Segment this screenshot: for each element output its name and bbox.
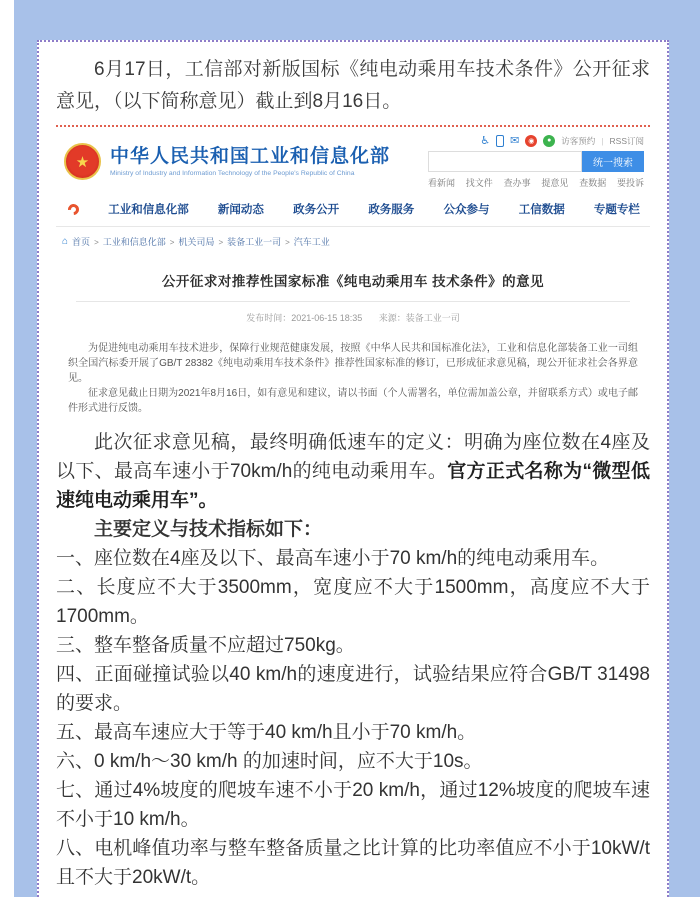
spec-item-3: 三、整车整备质量不应超过750kg。 [56, 635, 355, 656]
definition-paragraph [56, 428, 650, 515]
search-bar [428, 151, 644, 172]
definition-text: 此次征求意见稿，最终明确低速车的定义：明确为座位数在4座及以下、最高车速小于70km/h的纯电动乘用车。 [56, 432, 650, 482]
spec-item-5: 五、最高车速应大于等于40 km/h且小于70 km/h。 [56, 722, 477, 743]
spec-item-2: 二、长度应不大于3500mm，宽度应不大于1500mm，高度应不大于1700mm。 [56, 577, 650, 627]
breadcrumb-separator [170, 237, 175, 247]
publish-time: 发布时间：2021-06-15 18:35 [246, 313, 363, 323]
home-icon: ⌂ [62, 236, 69, 247]
breadcrumb-separator [94, 237, 99, 247]
mobile-icon[interactable] [496, 135, 504, 147]
spec-item-7: 七、通过4%坡度的爬坡车速不小于20 km/h，通过12%坡度的爬坡车速不小于10 km/h。 [56, 780, 650, 830]
article-card [37, 40, 669, 897]
nav-item-news[interactable]: 新闻动态 [217, 204, 264, 216]
search-button[interactable]: 统一搜索 [582, 151, 644, 172]
miit-logo-icon [66, 201, 81, 216]
breadcrumb-departments[interactable]: 机关司局 [178, 237, 215, 247]
ministry-name-en: Ministry of Industry and Information Technology of the People's Republic of China [110, 170, 355, 177]
article-paragraph-2: 征求意见截止日期为2021年8月16日，如有意见和建议，请以书面（个人需署名，单位需加盖公章，并留联系方式）或电子邮件形式进行反馈。 [68, 388, 638, 414]
ministry-logo[interactable] [64, 143, 390, 180]
header-right [428, 134, 644, 189]
summary-content [56, 428, 650, 892]
article-body [68, 341, 638, 416]
quick-link-services[interactable]: 查办事 [503, 178, 531, 188]
search-input[interactable] [428, 151, 582, 172]
quick-link-feedback[interactable]: 提意见 [541, 178, 569, 188]
list-heading: 主要定义与技术指标如下： [94, 519, 323, 540]
mail-icon[interactable]: ✉ [510, 135, 520, 147]
quick-links [428, 176, 644, 189]
article-title: 公开征求对推荐性国家标准《纯电动乘用车 技术条件》的意见 [161, 274, 545, 289]
ministry-name: 中华人民共和国工业和信息化部 [110, 146, 391, 167]
breadcrumb-miit[interactable]: 工业和信息化部 [102, 237, 166, 247]
topbar-links [480, 134, 644, 147]
breadcrumb-separator [218, 237, 223, 247]
official-name-text: 官方正式名称为“微型低速纯电动乘用车”。 [56, 461, 650, 511]
spec-item-6: 六、0 km/h～30 km/h 的加速时间，应不大于10s。 [56, 751, 483, 772]
article-source: 来源：装备工业一司 [378, 313, 460, 323]
spec-item-8: 八、电机峰值功率与整车整备质量之比计算的比功率值应不小于10kW/t且不大于20kW/t。 [56, 838, 650, 888]
topbar-divider: | [601, 135, 604, 146]
site-article [56, 254, 650, 420]
breadcrumb-separator [285, 237, 290, 247]
article-paragraph-1: 为促进纯电动乘用车技术进步，保障行业规范健康发展，按照《中华人民共和国标准化法》，工业和信息化部装备工业一司组织全国汽标委开展了GB/T 28382《纯电动乘用车技术条件》推荐性国家标准的修订，已形成征求意见稿，现公开征求社会各界意见。 [68, 343, 638, 384]
miit-site-screenshot [56, 125, 650, 420]
intro-paragraph: 6月17日，工信部对新版国标《纯电动乘用车技术条件》公开征求意见，（以下简称意见）截止到8月16日。 [56, 59, 650, 112]
nav-item-gov-service[interactable]: 政务服务 [368, 204, 415, 216]
nav-item-topics[interactable]: 专题专栏 [593, 204, 640, 216]
breadcrumb-equipment-bureau[interactable]: 装备工业一司 [227, 237, 282, 247]
quick-link-files[interactable]: 找文件 [465, 178, 493, 188]
breadcrumb [56, 227, 650, 254]
nav-item-data[interactable]: 工信数据 [518, 204, 565, 216]
quick-link-news[interactable]: 看新闻 [428, 178, 456, 188]
spec-item-4: 四、正面碰撞试验以40 km/h的速度进行，试验结果应符合GB/T 31498的要求。 [56, 664, 650, 714]
breadcrumb-home[interactable]: 首页 [72, 237, 91, 247]
quick-link-data[interactable]: 查数据 [579, 178, 607, 188]
spec-item-1: 一、座位数在4座及以下、最高车速小于70 km/h的纯电动乘用车。 [56, 548, 610, 569]
quick-link-complaint[interactable]: 要投诉 [616, 178, 644, 188]
accessibility-icon[interactable]: ♿ [480, 135, 491, 147]
wechat-icon[interactable]: ● [543, 135, 555, 147]
weibo-icon[interactable]: ◉ [525, 135, 537, 147]
national-emblem-icon: ★ [64, 143, 101, 180]
breadcrumb-auto-industry[interactable]: 汽车工业 [293, 237, 330, 247]
site-nav [56, 194, 650, 227]
nav-item-miit[interactable]: 工业和信息化部 [108, 204, 189, 216]
nav-item-participation[interactable]: 公众参与 [443, 204, 490, 216]
rss-link[interactable]: RSS订阅 [609, 135, 644, 146]
nav-item-gov-open[interactable]: 政务公开 [293, 204, 340, 216]
title-divider [76, 301, 630, 302]
visitor-booking-link[interactable]: 访客预约 [561, 135, 596, 146]
site-header [56, 127, 650, 194]
article-meta [68, 311, 638, 324]
